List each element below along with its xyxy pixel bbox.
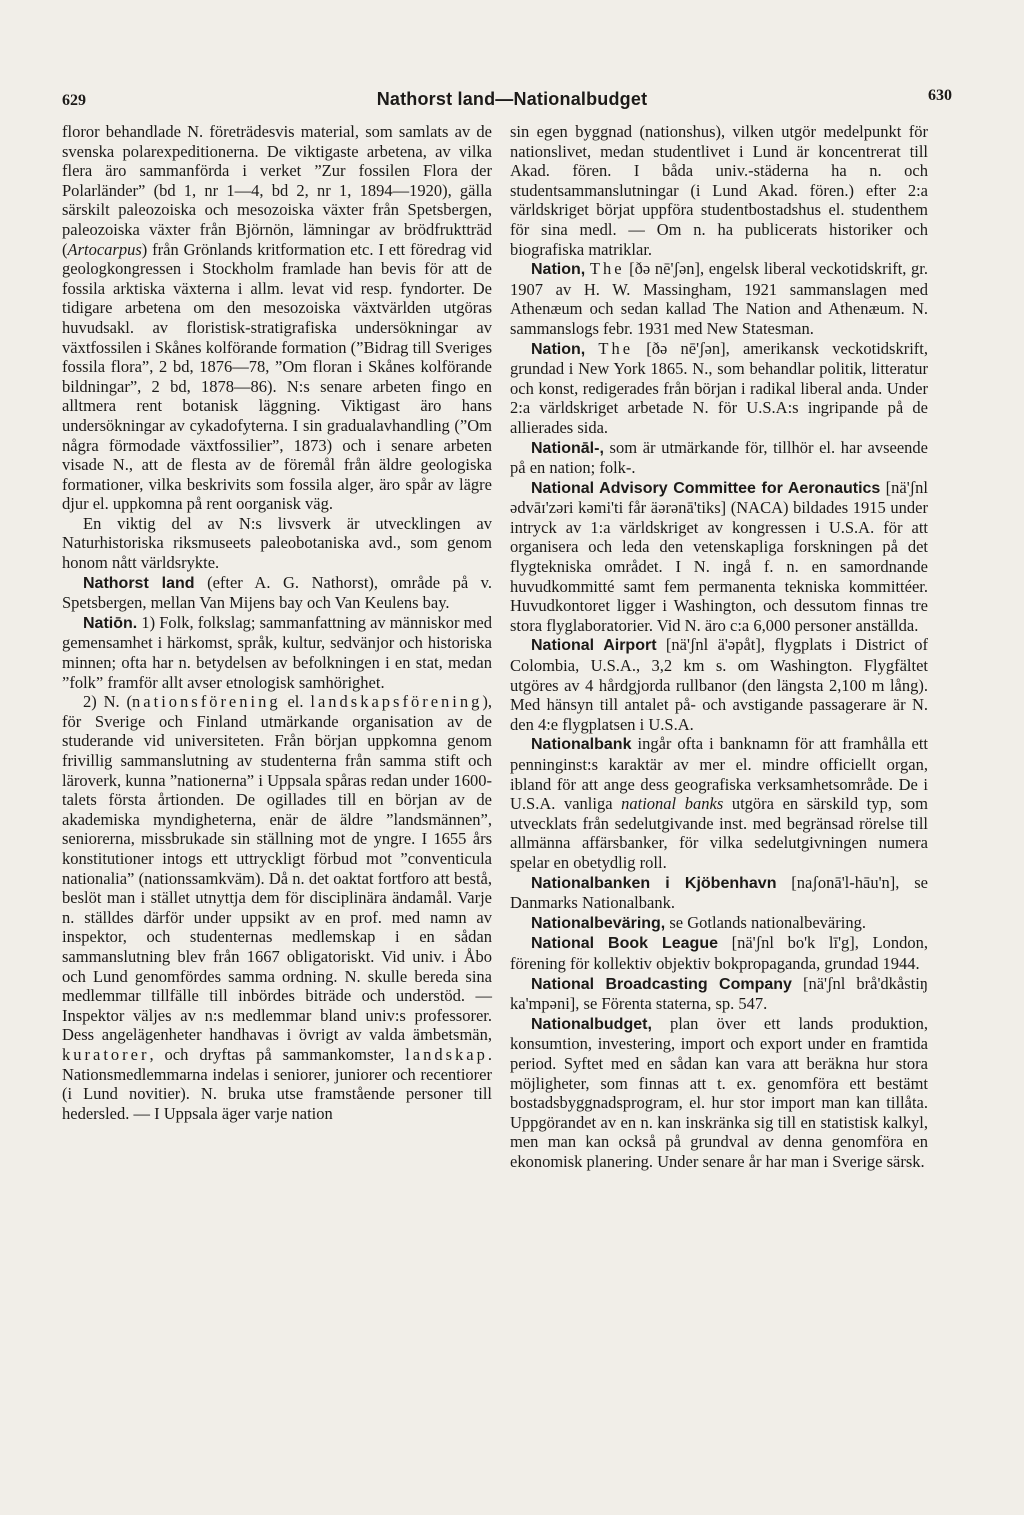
entry-headword: Nationāl-,	[531, 439, 604, 457]
continued-paragraph	[62, 122, 492, 514]
entry-headword: Nation,	[531, 340, 586, 358]
page-number-right: 630	[928, 87, 952, 104]
entry-text: sin egen byggnad (nationshus), vilken utgör medelpunkt för nationslivet, medan studentlivet i Lund är koncentrerat till Akad. fören. I båda univ.-städerna ha n. och studentsammanslutningar (i Lund Akad. fören.) efter 2:a världskriget börjat uppföra studentbostadshus el. studenthem för sina medl. — Om n. ha publicerats historiker och biografiska matriklar.	[510, 122, 928, 259]
dictionary-entry	[510, 734, 928, 872]
spaced-term: landskap	[405, 1044, 488, 1064]
entry-headword: Nation,	[531, 261, 586, 279]
dictionary-entry	[510, 913, 928, 934]
entry-headword: National Advisory Committee for Aeronautics	[531, 479, 881, 497]
spaced-term: nationsförening	[132, 692, 281, 712]
dictionary-entry	[510, 873, 928, 913]
entry-text: , och dryftas på sammankomster,	[149, 1044, 406, 1064]
entry-text: ingår ofta i banknamn för att framhålla ett penninginst:s karaktär av mer el. mindre officiellt organ, ibland för att ange dess geografiska verksamhetsområde. De i U.S.A. vanliga	[510, 734, 928, 814]
entry-headword: Nationalbank	[531, 736, 632, 754]
dictionary-entry	[62, 613, 492, 692]
dictionary-entry	[510, 635, 928, 734]
page-number-left: 629	[62, 92, 86, 109]
entry-text: [ðə nē'ʃən], engelsk liberal veckotidskrift, gr. 1907 av H. W. Massingham, 1921 sammanslagen med Athenæum och sedan kallad The Nation and Athenæum. N. sammanslogs febr. 1931 med New Statesman.	[510, 259, 929, 338]
dictionary-entry	[510, 438, 928, 478]
entry-text: [naʃonā'l-hāu'n], se Danmarks Nationalbank.	[510, 872, 928, 913]
entry-text: se Gotlands nationalbeväring.	[665, 912, 866, 932]
dictionary-entry	[510, 259, 928, 338]
entry-text: [ðə nē'ʃən], amerikansk veckotidskrift, grundad i New York 1865. N., som behandlar politik, litteratur och konst, redigerades från början i radikal liberal anda. Under 2:a världskriget arbetade N. för U.S.A:s ingripande på de allierades sida.	[510, 338, 928, 437]
dictionary-entry	[510, 933, 928, 973]
entry-text: En viktig del av N:s livsverk är utvecklingen av Naturhistoriska riksmuseets paleobotaniska avd., som genom honom nått världsrykte.	[62, 513, 492, 573]
dictionary-entry	[62, 514, 492, 573]
entry-text: [nä'ʃnl ä'əpåt], flygplats i District of Colombia, U.S.A., 3,2 km s. om Washington. Flygfältet utgöres av 4 hårdgjorda rullbanor (den längsta 2,100 m lång). Med hänsyn till antalet på- och avstigande passagerare är N. den 4:e flygplatsen i U.S.A.	[510, 635, 928, 734]
entry-headword: National Book League	[531, 935, 718, 953]
entry-text: plan över ett lands produktion, konsumtion, investering, import och export under en framtida period. Syftet med en sådan kan vara att beräkna hur stora möjligheter, som finnas att t. ex. genomföra ett bestämt bostadsbyggnadsprogram, el. hur stor import man kan tillåta. Uppgörandet av en n. kan inskränka sig till en statistisk kalkyl, men man kan också på grundval av denna genomföra en ekonomisk planering. Under senare år har man i Sverige särsk.	[510, 1013, 928, 1171]
running-title: Nathorst land—Nationalbudget	[376, 89, 648, 109]
entry-text: el.	[280, 692, 311, 712]
entry-headword: Natiōn.	[83, 614, 138, 632]
entry-headword: National Broadcasting Company	[531, 975, 792, 993]
dictionary-entry	[510, 339, 928, 438]
entry-text: . Nationsmedlemmarna indelas i seniorer, juniorer och recentiorer (i Lund novitier). N. bruka utse framstående personer till hedersled. — I Uppsala äger varje nation	[62, 1044, 492, 1123]
spaced-term: The	[589, 259, 625, 279]
entry-headword: Nationalbeväring,	[531, 914, 666, 932]
spaced-term: landskapsförening	[310, 692, 483, 712]
entry-text: floror behandlade N. företrädesvis material, som samlats av de svenska polarexpeditionerna. De viktigaste arbetena, av vilka flera äro sammanförda i verket ”Zur fossilen Flora der Polarländer” (bd 1, nr 1—4, bd 2, nr 1, 1894—1920), gälla särskilt paleozoiska och mesozoiska växter från Spetsbergen, paleozoiska växter från Björnön, lämningar av brödfruktträd (	[62, 122, 492, 259]
entry-headword: Nathorst land	[83, 574, 195, 592]
page-header	[0, 87, 1024, 115]
entry-headword: National Airport	[531, 637, 657, 655]
spaced-term: The	[598, 338, 634, 358]
right-column	[510, 122, 928, 1171]
entry-text: [nä'ʃnl bo'k lī'g], London, förening för kollektiv objektiv bokpropaganda, grundad 1944.	[510, 933, 928, 973]
italic-term: national banks	[621, 794, 724, 814]
left-column	[62, 122, 492, 1123]
entry-headword: Nationalbanken i Kjöbenhavn	[531, 874, 777, 892]
entry-text: [nä'ʃnl brå'dkåstiŋ ka'mpəni], se Förenta staterna, sp. 547.	[510, 973, 928, 1014]
entry-text: 2) N. (	[83, 692, 133, 712]
entry-text: ) från Grönlands kritformation etc. I ett föredrag vid geologkongressen i Stockholm framlade han bevis för att de fossila arktiska växterna i allm. levat vid resp. fyndorter. De tidigare arbetena om den mesozoiska växtvärlden utgöras huvudsakl. av floristisk-stratigrafiska undersökningar av växtfossilen i Skånes kolförande formation (”Bidrag till Sveriges fossila flora”, 2 bd, 1876—78, ”Om floran i Skånes kolförande bildningar”, 2 bd, 1878—86). N:s senare arbeten fingo en alltmera rent botanisk läggning. Viktigast äro hans undersökningar av cykadofyterna. I sin gradualavhandling (”Om några förmodade växtfossilier”, 1873) och i senare arbeten visade N., att de flesta av de föremål från äldre geologiska formationer, vilka beskrivits som fossila alger, äro spår av lägre djur el. uppkomna på rent oorganisk väg.	[62, 239, 492, 514]
entry-text: utgöra en särskild typ, som utvecklats från sedelutgivande inst. med begränsad rörelse till allmänna affärsbanker, för vilka sedelutgivningen numera spelar en obetydlig roll.	[510, 794, 928, 872]
dictionary-entry	[510, 1014, 928, 1172]
entry-text: [nä'ʃnl ədvāɪ'zəri kəmi'ti får äərənā'tiks] (NACA) bildades 1915 under intryck av 1:a världskriget av kongressen i U.S.A. för att organisera och leda den vetenskapliga forskningen på det flygtekniska området. I N. ingå f. n. en samordnande huvudkommitté samt fem permanenta tekniska kommittéer. Huvudkontoret ligger i Washington, och dessutom finnas tre stora flyglaboratorier. Vid N. äro c:a 6,000 personer anställda.	[510, 477, 929, 635]
dictionary-entry	[510, 974, 928, 1014]
spaced-term: kuratorer	[62, 1044, 150, 1064]
entry-headword: Nationalbudget,	[531, 1015, 652, 1033]
dictionary-entry	[62, 573, 492, 613]
entry-text: 1) Folk, folkslag; sammanfattning av människor med gemensamhet i härkomst, språk, kultur, sedvänjor och historiska minnen; ofta har n. betydelsen av befolkningen i en stat, medan ”folk” framför allt avser etnologisk samhörighet.	[62, 612, 492, 692]
entry-text: (efter A. G. Nathorst), område på v. Spetsbergen, mellan Van Mijens bay och Van Keulens bay.	[62, 572, 492, 613]
continued-paragraph	[510, 122, 928, 259]
entry-text: ), för Sverige och Finland utmärkande organisation av de studerande vid universiteten. Från början uppkomna genom frivillig sammanslutning av studenterna från samma stift och läroverk, kunna ”nationerna” i Uppsala spåras redan under 1600-talets första årtionden. De ogillades till en början av de akademiska myndigheterna, enär de äldre ”landsmännen”, seniorerna, missbrukade sin ställning mot de yngre. I 1655 års konstitutioner intogs ett uttryckligt förbud mot ”conventicula nationalia” (nationssamkväm). Då n. det oaktat fortforo att bestå, beslöt man i stället utnyttja dem för disciplinära ändamål. Varje n. ställdes därför under uppsikt av en prof. med namn av inspektor, och studenternas medlemskap i en sådan sammanslutning blev från 1667 obligatoriskt. Vid univ. i Åbo och Lund genomfördes samma ordning. N. skulle bereda sina medlemmar tillfälle till inbördes biträde och understöd. — Inspektor väljes av n:s medlemmar bland univ:s professorer. Dess angelägenheter handhavas i övrigt av valda ämbetsmän,	[62, 692, 492, 1045]
dictionary-entry	[62, 692, 492, 1123]
italic-term: Artocarpus	[67, 239, 142, 259]
dictionary-entry	[510, 478, 928, 636]
entry-text	[585, 339, 598, 358]
entry-text: som är utmärkande för, tillhör el. har avseende på en nation; folk-.	[510, 437, 928, 478]
